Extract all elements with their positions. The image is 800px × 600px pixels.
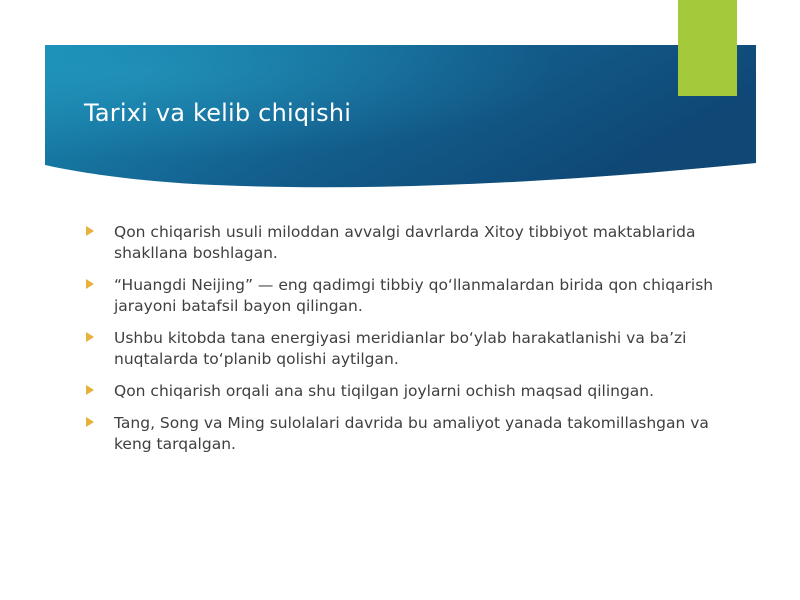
bullet-text: Tang, Song va Ming sulolalari davrida bu amaliyot yanada takomillashgan va keng tarqalgan. (114, 414, 709, 453)
bullet-text: “Huangdi Neijing” — eng qadimgi tibbiy qo‘llanmalardan birida qon chiqarish jarayoni batafsil bayon qilingan. (114, 276, 714, 315)
bullet-arrow-icon (86, 385, 94, 395)
bullet-item (84, 275, 744, 317)
bullet-text: Qon chiqarish orqali ana shu tiqilgan joylarni ochish maqsad qilingan. (114, 382, 655, 400)
bullet-arrow-icon (86, 332, 94, 342)
bullet-item (84, 413, 744, 455)
slide-title: Tarixi va kelib chiqishi (84, 99, 352, 127)
bullet-text: Qon chiqarish usuli miloddan avvalgi davrlarda Xitoy tibbiyot maktablarida shakllana boshlagan. (114, 223, 696, 262)
bullet-item (84, 328, 744, 370)
bullet-text: Ushbu kitobda tana energiyasi meridianlar bo‘ylab harakatlanishi va ba’zi nuqtalarda to‘planib qolishi aytilgan. (114, 329, 687, 368)
bullet-item (84, 222, 744, 264)
bullet-list (84, 222, 744, 466)
accent-bar (678, 0, 737, 96)
bullet-arrow-icon (86, 417, 94, 427)
bullet-arrow-icon (86, 279, 94, 289)
bullet-item (84, 381, 744, 402)
bullet-arrow-icon (86, 226, 94, 236)
